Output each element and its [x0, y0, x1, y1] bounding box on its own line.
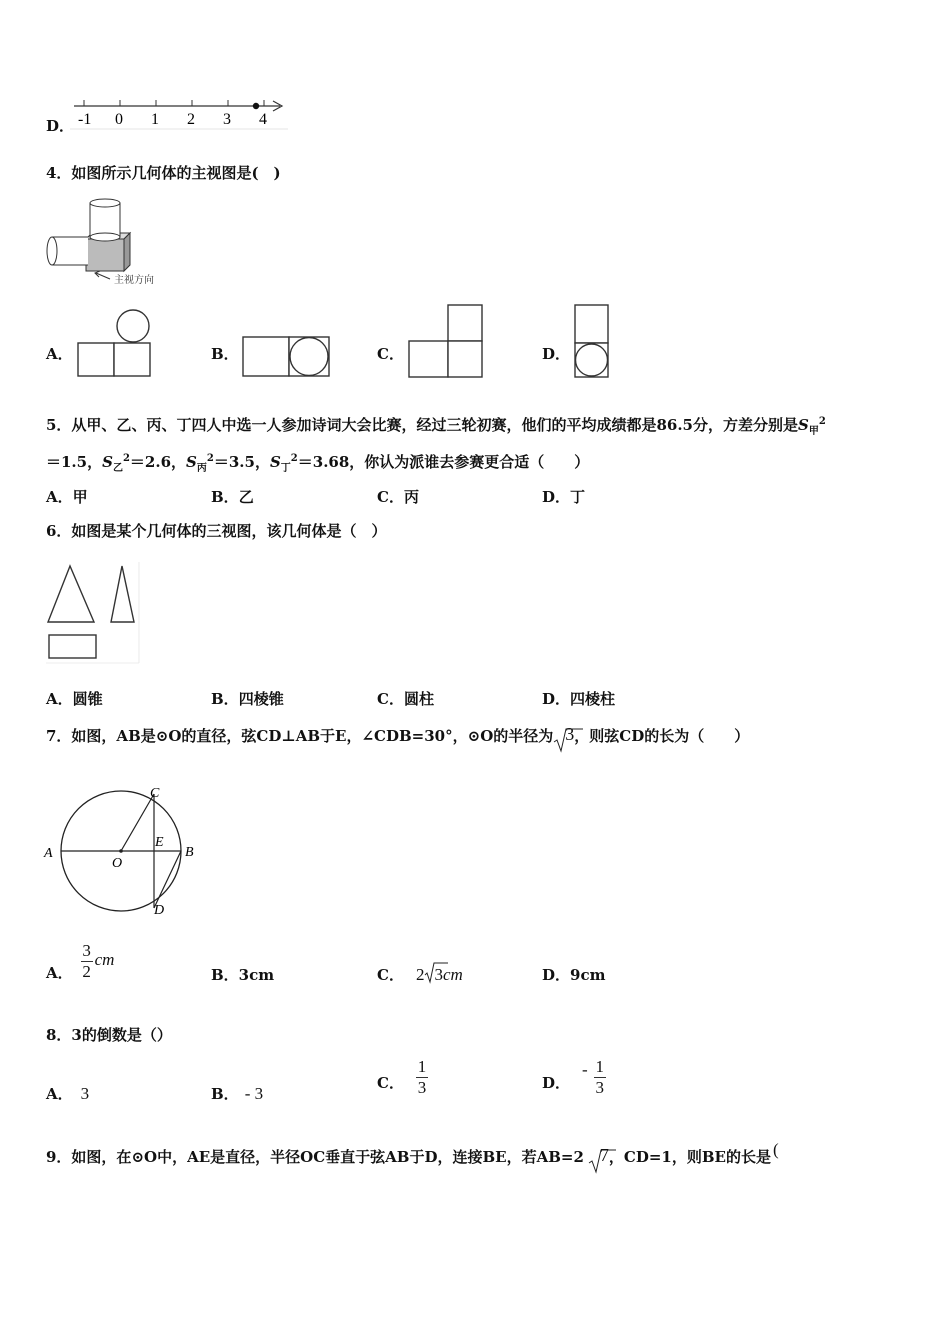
point-label-d: D [154, 903, 165, 918]
q6-option-b[interactable]: B．四棱锥 [211, 690, 284, 708]
q6-option-d[interactable]: D．四棱柱 [542, 690, 616, 708]
q9-stem: 9．如图，在⊙O中，AE是直径，半径OC垂直于弦AB于D，连接BE，若AB=2 7 ，CD=1，则BE的长是 ( [46, 1140, 779, 1170]
q7-stem: 7．如图，AB是⊙O的直径，弦CD⊥AB于E，∠CDB=30°，⊙O的半径为 3 ，则弦CD的长为（ ） [46, 725, 749, 749]
point-label-b: B [185, 845, 194, 860]
q8-option-d[interactable]: D． - $\frac{1}{3}$ [542, 1057, 604, 1097]
point-label-a: A [44, 846, 53, 861]
q3-number-line [70, 96, 290, 130]
q7-option-b[interactable]: B．3cm [211, 966, 275, 984]
q5-option-c[interactable]: C．丙 [377, 488, 419, 506]
q4-option-d-label[interactable]: D． [542, 345, 571, 363]
tick-label: 2 [187, 111, 195, 128]
q4-option-d-figure[interactable] [572, 303, 612, 381]
tick-label: 4 [259, 111, 267, 128]
q8-option-a[interactable]: A． 3 [46, 1084, 90, 1103]
q5-option-d[interactable]: D．丁 [542, 488, 586, 506]
sqrt-7: 7 [588, 1149, 609, 1170]
tick-label: 1 [151, 111, 159, 128]
q4-option-c-label[interactable]: C． [377, 345, 404, 363]
q4-solid-figure [44, 195, 169, 291]
tick-label: 0 [115, 111, 123, 128]
q6-stem: 6．如图是某个几何体的三视图，该几何体是（ ） [46, 522, 387, 540]
q4-option-a-figure[interactable] [76, 308, 154, 380]
point-label-o: O [112, 856, 123, 871]
q6-three-views [44, 560, 144, 665]
q5-stem-line2: ＝1.5，$S_乙^2=2.6$，$S_丙^2=3.5$，$S_丁^2=3.68$，你认为派谁去参赛更合适（ ） [46, 453, 590, 474]
point-label-e: E [155, 835, 164, 850]
q7-circle-diagram [40, 780, 210, 920]
tick-label: 3 [223, 111, 231, 128]
q4-option-c-figure[interactable] [406, 303, 486, 381]
q5-option-a[interactable]: A．甲 [46, 488, 88, 506]
number-line-point [253, 103, 259, 109]
q7-option-a[interactable]: A． $\frac{3}{2}$ cm [46, 941, 115, 982]
q4-option-b-figure[interactable] [241, 334, 333, 380]
point-label-c: C [150, 786, 160, 801]
tick-label: -1 [78, 111, 92, 128]
q5-stem-line1: 5．从甲、乙、丙、丁四人中选一人参加诗词大会比赛，经过三轮初赛，他们的平均成绩都是86.5分，方差分别是$S_甲^2$ [46, 416, 826, 437]
q5-option-b[interactable]: B．乙 [211, 488, 254, 506]
q8-option-c[interactable]: C． $\frac{1}{3}$ [377, 1057, 427, 1097]
q7-option-c[interactable]: C． 2 3 cm [377, 965, 463, 984]
q5-stem-text: 5．从甲、乙、丙、丁四人中选一人参加诗词大会比赛，经过三轮初赛，他们的平均成绩都是86.5分，方差分别是 [46, 416, 798, 434]
q6-option-c[interactable]: C．圆柱 [377, 690, 434, 708]
sqrt-3: 3 [553, 728, 574, 749]
q4-option-b-label[interactable]: B． [211, 345, 239, 363]
q6-option-a[interactable]: A．圆锥 [46, 690, 103, 708]
q8-option-b[interactable]: B． - 3 [211, 1084, 264, 1103]
q8-stem: 8．3的倒数是（） [46, 1026, 172, 1044]
q7-option-d[interactable]: D．9cm [542, 966, 606, 984]
view-direction-label: 主视方向 [114, 275, 154, 286]
q3-option-d-label: D． [46, 117, 75, 135]
q4-stem: 4．如图所示几何体的主视图是( ) [46, 164, 281, 182]
q4-option-a-label[interactable]: A． [46, 345, 73, 363]
